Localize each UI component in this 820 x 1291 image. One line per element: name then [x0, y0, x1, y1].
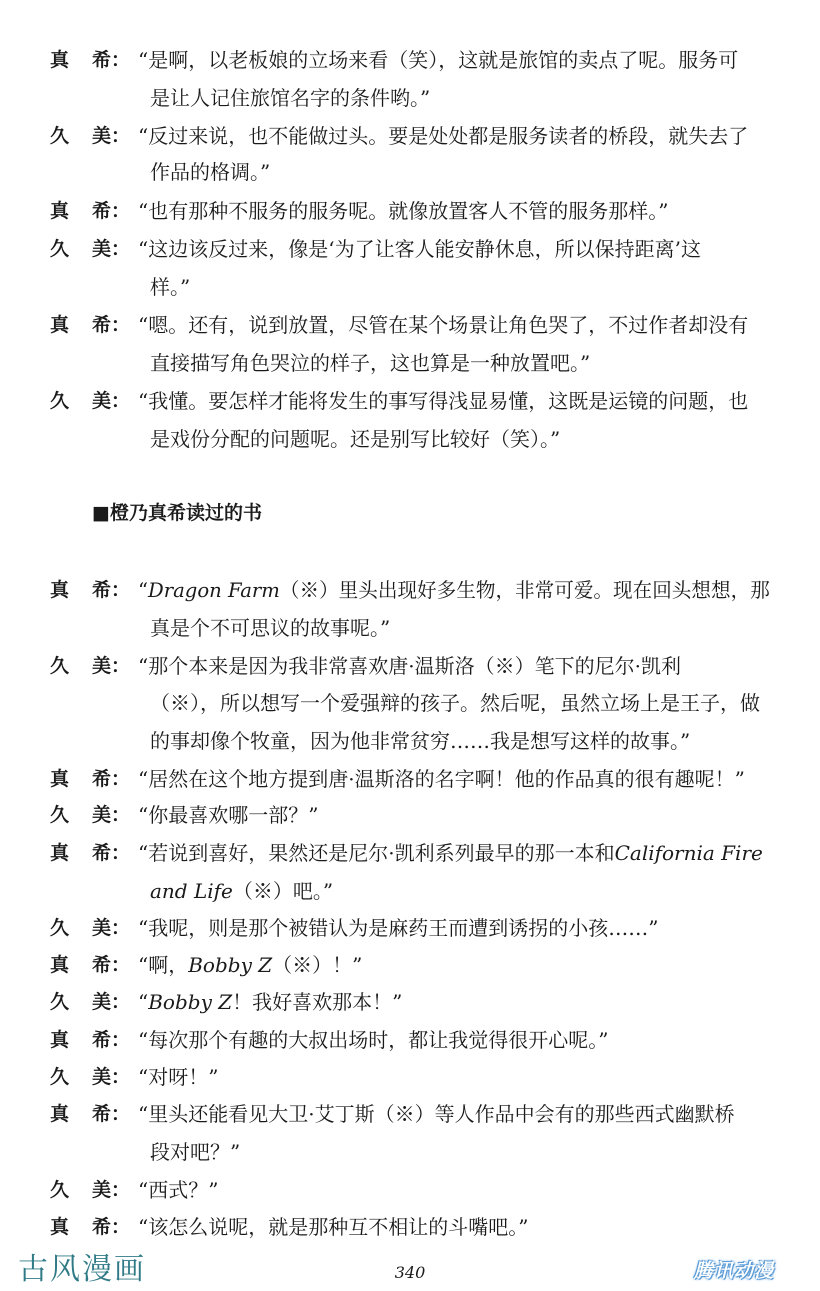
- speaker-name-char: 希：: [91, 1103, 130, 1125]
- section-heading: ■橙乃真希读过的书: [92, 502, 262, 524]
- dialogue-text: “: [138, 578, 149, 602]
- speaker-label: [50, 953, 130, 977]
- speaker-name-char: 久: [50, 1066, 70, 1088]
- speaker-label: [50, 389, 130, 413]
- speaker-name-char: 美：: [91, 804, 130, 826]
- speaker-name-char: 真: [50, 768, 70, 790]
- dialogue-line: 的事却像个牧童，因为他非常贫穷……我是想写这样的故事。”: [150, 729, 691, 753]
- dialogue-line: “每次那个有趣的大叔出场时，都让我觉得很开心呢。”: [138, 1028, 609, 1052]
- speaker-label: [50, 990, 130, 1014]
- dialogue-line: “里头还能看见大卫·艾丁斯（※）等人作品中会有的那些西式幽默桥: [138, 1102, 735, 1126]
- speaker-label: [50, 841, 130, 865]
- dialogue-text: “若说到喜好，果然还是尼尔·凯利系列最早的那一本和: [138, 841, 615, 865]
- page-number: 340: [394, 1263, 426, 1282]
- speaker-label: [50, 1065, 130, 1089]
- dialogue-line: “也有那种不服务的服务呢。就像放置客人不管的服务那样。”: [138, 199, 669, 223]
- speaker-name-char: 希：: [91, 200, 130, 222]
- speaker-name-char: 真: [50, 1103, 70, 1125]
- watermark-left-logo: 古风漫画: [18, 1252, 146, 1287]
- speaker-name-char: 美：: [91, 238, 130, 260]
- book-title-italic: Bobby Z: [188, 953, 273, 977]
- dialogue-line: “居然在这个地方提到唐·温斯洛的名字啊！他的作品真的很有趣呢！”: [138, 767, 745, 791]
- speaker-name-char: 久: [50, 991, 70, 1013]
- speaker-name-char: 久: [50, 1179, 70, 1201]
- dialogue-line: “这边该反过来，像是‘为了让客人能安静休息，所以保持距离’这: [138, 237, 701, 261]
- speaker-name-char: 久: [50, 917, 70, 939]
- speaker-name-char: 真: [50, 314, 70, 336]
- book-title-italic: Bobby Z: [148, 990, 233, 1014]
- dialogue-line: “是啊，以老板娘的立场来看（笑），这就是旅馆的卖点了呢。服务可: [138, 48, 739, 72]
- speaker-name-char: 久: [50, 655, 70, 677]
- speaker-name-char: 久: [50, 238, 70, 260]
- speaker-name-char: 真: [50, 1216, 70, 1238]
- speaker-name-char: 真: [50, 200, 70, 222]
- dialogue-line: 作品的格调。”: [150, 160, 271, 184]
- speaker-name-char: 美：: [91, 125, 130, 147]
- dialogue-line: “对呀！”: [138, 1065, 219, 1089]
- book-title-italic: Dragon Farm: [148, 578, 280, 602]
- dialogue-line: “该怎么说呢，就是那种互不相让的斗嘴吧。”: [138, 1215, 529, 1239]
- speaker-label: [50, 1178, 130, 1202]
- speaker-name-char: 真: [50, 954, 70, 976]
- speaker-label: [50, 48, 130, 72]
- dialogue-line: [150, 879, 333, 903]
- dialogue-line: 段对吧？”: [150, 1140, 241, 1164]
- speaker-label: [50, 654, 130, 678]
- dialogue-line: “我懂。要怎样才能将发生的事写得浅显易懂，这既是运镜的问题，也: [138, 389, 749, 413]
- speaker-label: [50, 767, 130, 791]
- speaker-name-char: 久: [50, 390, 70, 412]
- speaker-label: [50, 1102, 130, 1126]
- speaker-name-char: 美：: [91, 991, 130, 1013]
- speaker-name-char: 希：: [91, 1216, 130, 1238]
- dialogue-line: （※），所以想写一个爱强辩的孩子。然后呢，虽然立场上是王子，做: [150, 691, 760, 715]
- speaker-label: [50, 578, 130, 602]
- dialogue-text: ！我好喜欢那本！”: [232, 990, 403, 1014]
- speaker-label: [50, 199, 130, 223]
- dialogue-line: 直接描写角色哭泣的样子，这也算是一种放置吧。”: [150, 351, 591, 375]
- speaker-name-char: 美：: [91, 655, 130, 677]
- speaker-name-char: 希：: [91, 842, 130, 864]
- dialogue-line: [138, 953, 362, 977]
- speaker-name-char: 久: [50, 125, 70, 147]
- dialogue-line: 是让人记住旅馆名字的条件哟。”: [150, 86, 431, 110]
- speaker-label: [50, 1215, 130, 1239]
- dialogue-line: 是戏份分配的问题呢。还是别写比较好（笑）。”: [150, 427, 561, 451]
- book-title-italic: and Life: [150, 879, 233, 903]
- book-title-italic: California Fire: [614, 841, 763, 865]
- dialogue-text: （※）吧。”: [232, 879, 334, 903]
- dialogue-line: [138, 578, 770, 602]
- speaker-name-char: 希：: [91, 49, 130, 71]
- dialogue-line: 真是个不可思议的故事呢。”: [150, 616, 391, 640]
- speaker-name-char: 美：: [91, 917, 130, 939]
- speaker-name-char: 久: [50, 804, 70, 826]
- speaker-name-char: 希：: [91, 768, 130, 790]
- dialogue-line: “我呢，则是那个被错认为是麻药王而遭到诱拐的小孩……”: [138, 916, 659, 940]
- speaker-label: [50, 803, 130, 827]
- speaker-label: [50, 313, 130, 337]
- speaker-name-char: 真: [50, 842, 70, 864]
- dialogue-text: “: [138, 990, 149, 1014]
- speaker-label: [50, 237, 130, 261]
- speaker-name-char: 美：: [91, 1066, 130, 1088]
- dialogue-line: “嗯。还有，说到放置，尽管在某个场景让角色哭了，不过作者却没有: [138, 313, 749, 337]
- watermark-right-logo: 腾讯动漫: [693, 1260, 774, 1282]
- dialogue-text: （※）里头出现好多生物，非常可爱。现在回头想想，那: [279, 578, 770, 602]
- speaker-label: [50, 1028, 130, 1052]
- dialogue-line: “反过来说，也不能做过头。要是处处都是服务读者的桥段，就失去了: [138, 124, 749, 148]
- dialogue-line: 样。”: [150, 275, 191, 299]
- dialogue-line: [138, 990, 402, 1014]
- speaker-label: [50, 916, 130, 940]
- speaker-name-char: 真: [50, 1029, 70, 1051]
- speaker-name-char: 真: [50, 49, 70, 71]
- speaker-name-char: 美：: [91, 390, 130, 412]
- speaker-name-char: 希：: [91, 954, 130, 976]
- dialogue-line: [138, 841, 763, 865]
- speaker-name-char: 希：: [91, 314, 130, 336]
- speaker-name-char: 希：: [91, 1029, 130, 1051]
- speaker-name-char: 真: [50, 579, 70, 601]
- speaker-label: [50, 124, 130, 148]
- dialogue-text: “啊，: [138, 953, 189, 977]
- dialogue-text: （※）！”: [272, 953, 363, 977]
- dialogue-line: “那个本来是因为我非常喜欢唐·温斯洛（※）笔下的尼尔·凯利: [138, 654, 681, 678]
- speaker-name-char: 希：: [91, 579, 130, 601]
- dialogue-line: “你最喜欢哪一部？”: [138, 803, 319, 827]
- dialogue-line: “西式？”: [138, 1178, 219, 1202]
- speaker-name-char: 美：: [91, 1179, 130, 1201]
